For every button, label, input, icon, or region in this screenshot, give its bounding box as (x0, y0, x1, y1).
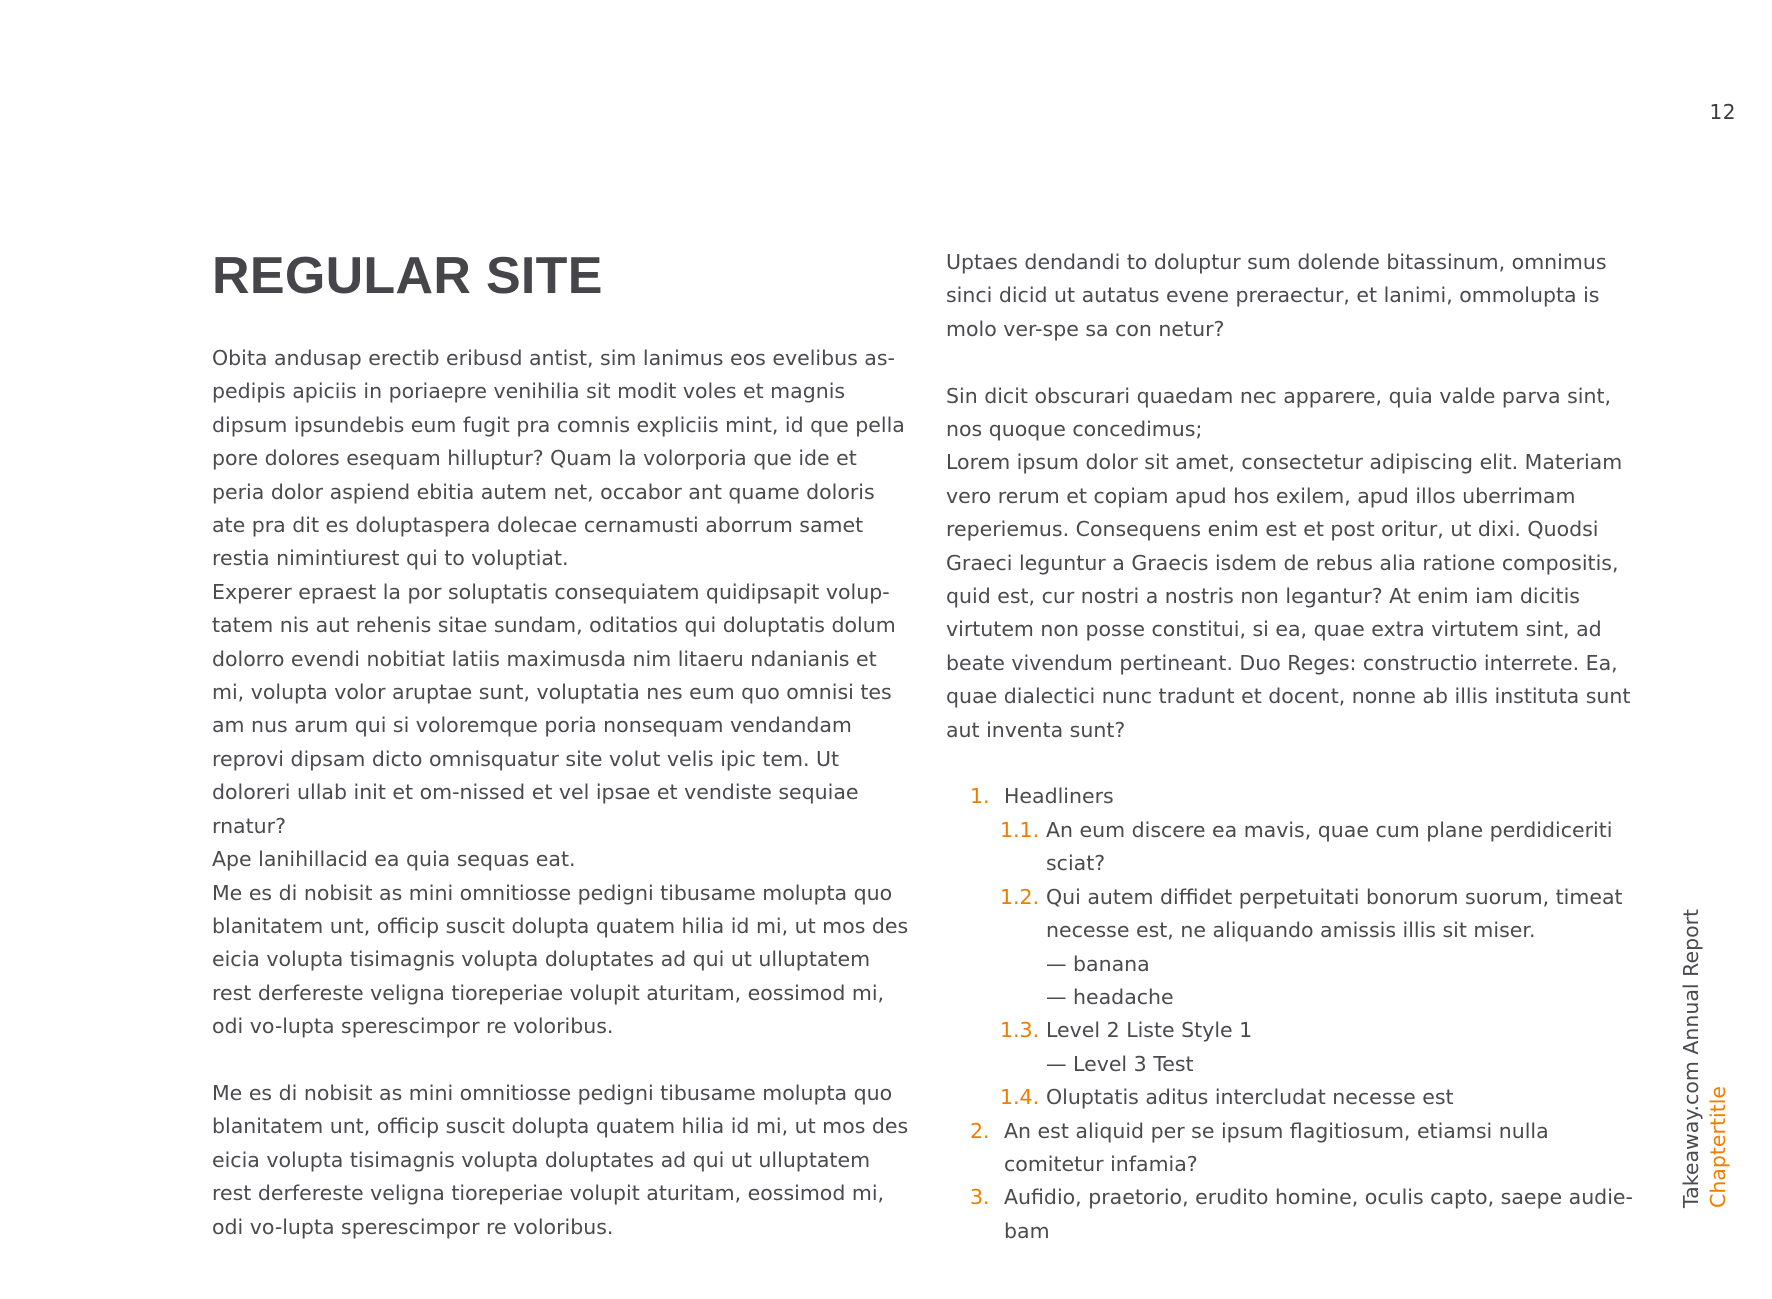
list-item-text: An est aliquid per se ipsum flagitiosum, etiamsi nulla comitetur infamia? (1004, 1118, 1549, 1176)
body-paragraph: Experer epraest la por soluptatis consequiatem quidipsapit volup-tatem nis aut rehenis sitae sundam, oditatios qui doluptatis dolum dolorro evendi nobitiat latiis maximusda nim litaeru ndanianis et mi, volupta volor aruptae sunt, voluptatia nes eum quo omnisi tes am nus arum qui si voloremque poria nonsequam vendandam reprovi dipsam dicto omnisquatur site volut velis ipic tem. Ut doloreri ullab init et om-nissed et vel ipsae et vendiste sequiae rnatur? (212, 579, 896, 838)
list-number: 1.1. (1000, 817, 1040, 842)
list-item (946, 780, 1646, 813)
body-paragraph: Obita andusap erectib eribusd antist, sim lanimus eos evelibus as-pedipis apiciis in poriaepre venihilia sit modit voles et magnis dipsum ipsundebis eum fugit pra comnis expliciis mint, id que pella pore dolores esequam hilluptur? Quam la volorporia que ide et peria dolor aspiend ebitia autem net, occabor ant quame doloris ate pra dit es doluptaspera dolecae cernamusti aborrum samet restia nimintiurest qui to voluptiat. (212, 346, 905, 571)
list-item-text: Aufidio, praetorio, erudito homine, oculis capto, saepe audie-bam (1004, 1185, 1633, 1243)
list-item (946, 1081, 1646, 1114)
list-item-text: Oluptatis aditus intercludat necesse est (1046, 1085, 1454, 1110)
chapter-title: Chaptertitle (1706, 1085, 1730, 1208)
list-subitem: — headache (1046, 984, 1174, 1009)
body-paragraph: Me es di nobisit as mini omnitiosse pedigni tibusame molupta quo blanitatem unt, officip suscit dolupta quatem hilia id mi, ut mos des eicia volupta tisimagnis volupta doluptates ad qui ut ulluptatem rest derfereste veligna tioreperiae volupit aturitam, eossimod mi, odi vo-lupta sperescimpor re voloribus. (212, 880, 909, 1039)
list-number: 1.2. (1000, 884, 1040, 909)
list-item-text: Qui autem diffidet perpetuitati bonorum suorum, timeat necesse est, ne aliquando amissis illis sit miser. (1046, 884, 1623, 943)
body-paragraph: Lorem ipsum dolor sit amet, consectetur adipiscing elit. Materiam vero rerum et copiam apud hos exilem, apud illos uberrimam reperiemus. Consequens enim est et post oritur, ut dixi. Quodsi Graeci leguntur a Graecis isdem de rebus alia ratione compositis, quid est, cur nostri a nostris non legantur? At enim iam dicitis virtutem non posse constitui, si ea, quae extra virtutem sint, ad beate vivendum pertineant. Duo Reges: constructio interrete. Ea, quae dialectici nunc tradunt et docent, nonne ab illis instituta sunt aut inventa sunt? (946, 450, 1631, 742)
body-paragraph: Ape lanihillacid ea quia sequas eat. (212, 847, 576, 872)
left-column (212, 246, 912, 1244)
page-number: 12 (1709, 100, 1736, 124)
body-paragraph: Uptaes dendandi to doluptur sum dolende bitassinum, omnimus sinci dicid ut autatus evene preraectur, et lanimi, ommolupta is molo ver-spe sa con netur? (946, 250, 1607, 341)
list-number: 1. (970, 784, 990, 809)
report-title: Takeaway.com Annual Report (1679, 908, 1703, 1208)
list-item-text: An eum discere ea mavis, quae cum plane perdidiceriti sciat? (1046, 817, 1613, 876)
list-number: 2. (970, 1118, 990, 1143)
list-item (946, 1181, 1646, 1248)
list-item (946, 881, 1646, 948)
body-paragraph: Me es di nobisit as mini omnitiosse pedigni tibusame molupta quo blanitatem unt, officip suscit dolupta quatem hilia id mi, ut mos des eicia volupta tisimagnis volupta doluptates ad qui ut ulluptatem rest derfereste veligna tioreperiae volupit aturitam, eossimod mi, odi vo-lupta sperescimpor re voloribus. (212, 1080, 909, 1239)
list-item-text: Level 2 Liste Style 1 (1046, 1018, 1253, 1043)
side-footer (1678, 909, 1732, 1208)
body-paragraph: Sin dicit obscurari quaedam nec apparere, quia valde parva sint, nos quoque concedimus; (946, 383, 1612, 442)
list-number: 1.4. (1000, 1085, 1040, 1110)
right-column (946, 246, 1646, 1248)
list-item (946, 1115, 1646, 1182)
list-item-text: Headliners (1004, 784, 1114, 809)
list-number: 1.3. (1000, 1018, 1040, 1043)
numbered-list (946, 780, 1646, 1248)
list-subitem: — Level 3 Test (1046, 1051, 1194, 1076)
list-number: 3. (970, 1185, 990, 1210)
list-item (946, 814, 1646, 881)
page-title: REGULAR SITE (212, 247, 603, 305)
list-subitem: — banana (1046, 951, 1150, 976)
list-item (946, 1014, 1646, 1047)
